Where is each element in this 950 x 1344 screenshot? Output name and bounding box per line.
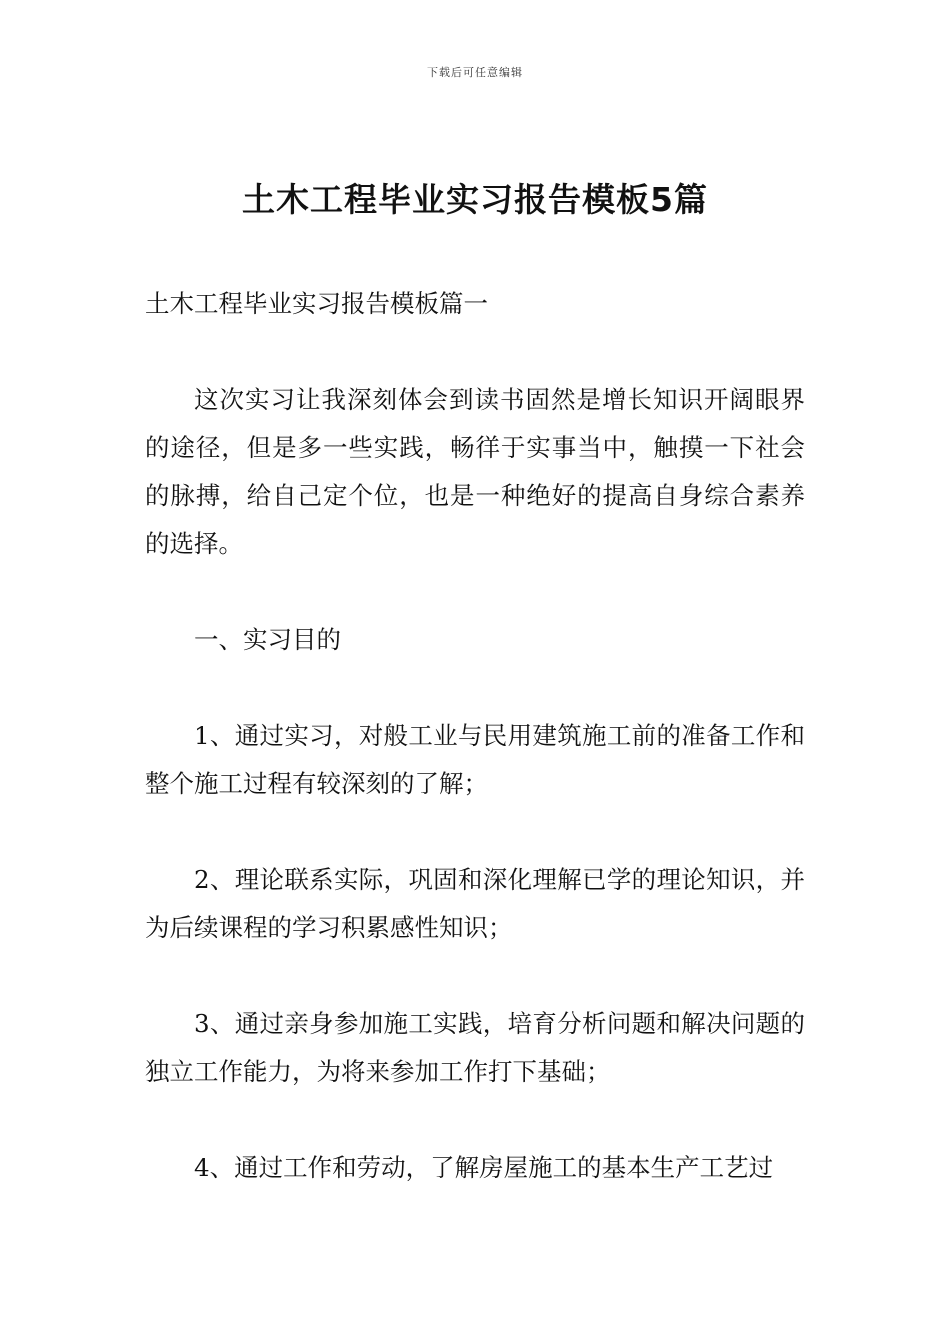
heading-internship-purpose: 一、实习目的 (194, 625, 341, 654)
list-item-4: 4、通过工作和劳动，了解房屋施工的基本生产工艺过 (194, 1153, 774, 1182)
section-subtitle: 土木工程毕业实习报告模板篇一 (145, 289, 488, 318)
list-item-3: 3、通过亲身参加施工实践，培育分析问题和解决问题的独立工作能力，为将来参加工作打下基础； (145, 1009, 805, 1086)
header-note: 下载后可任意编辑 (427, 66, 523, 79)
paragraph-intro: 这次实习让我深刻体会到读书固然是增长知识开阔眼界的途径，但是多一些实践，畅徉于实事当中，触摸一下社会的脉搏，给自己定个位，也是一种绝好的提高自身综合素养的选择。 (145, 385, 805, 558)
list-item-1: 1、通过实习，对般工业与民用建筑施工前的准备工作和整个施工过程有较深刻的了解； (145, 721, 805, 798)
document-title: 土木工程毕业实习报告模板5篇 (242, 180, 708, 219)
list-item-2: 2、理论联系实际，巩固和深化理解已学的理论知识，并为后续课程的学习积累感性知识； (145, 865, 805, 942)
document-body (145, 280, 805, 1240)
